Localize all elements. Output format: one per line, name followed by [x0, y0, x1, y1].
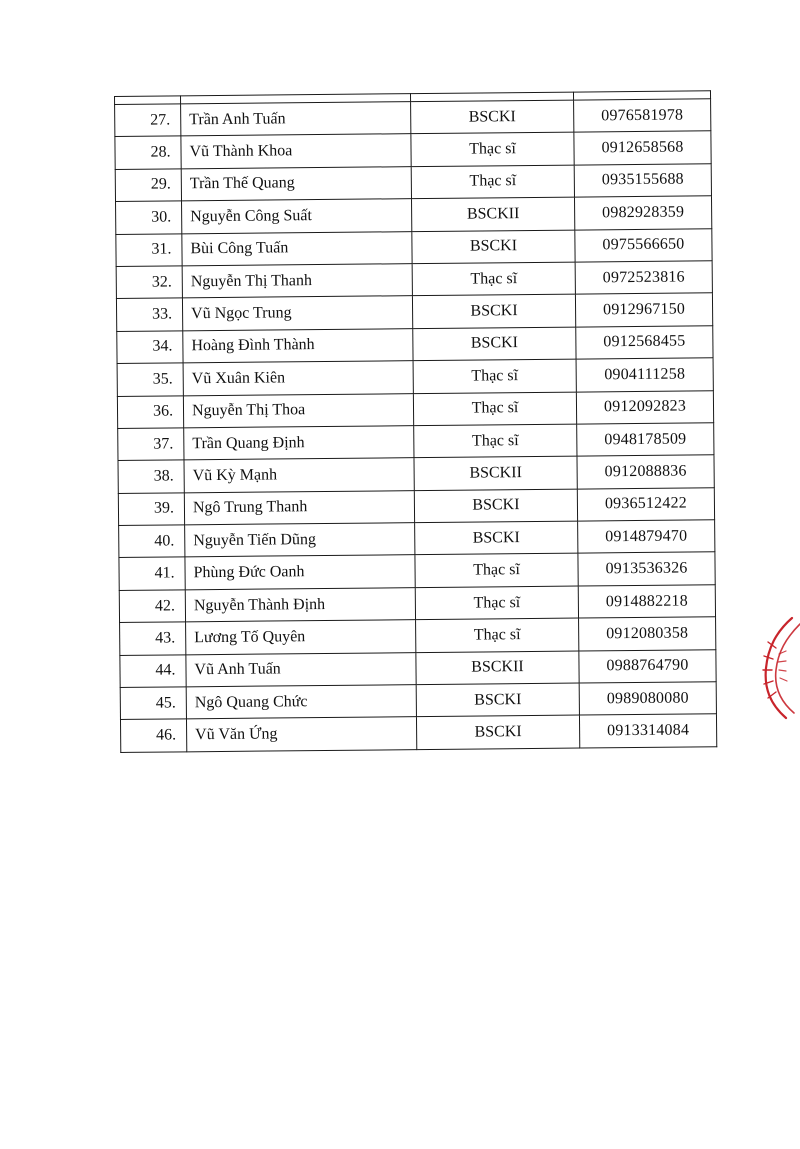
row-degree: Thạc sĩ: [415, 554, 578, 588]
row-phone: 0989080080: [579, 682, 716, 716]
row-index: 43.: [120, 622, 186, 655]
row-degree: BSCKI: [412, 230, 575, 264]
row-index: 37.: [118, 428, 184, 461]
row-phone: 0976581978: [574, 99, 711, 133]
row-name: Nguyễn Thị Thanh: [182, 264, 412, 299]
row-degree: BSCKI: [411, 100, 574, 134]
row-index: 28.: [115, 136, 181, 169]
row-index: 33.: [116, 298, 182, 331]
row-phone: 0904111258: [576, 358, 713, 392]
row-name: Vũ Thành Khoa: [181, 134, 411, 169]
row-phone: 0912088836: [577, 455, 714, 489]
row-phone: 0975566650: [575, 228, 712, 262]
row-degree: Thạc sĩ: [415, 586, 578, 620]
roster-table-body: [115, 91, 717, 753]
row-index: 38.: [118, 460, 184, 493]
row-name: Trần Anh Tuấn: [181, 102, 411, 137]
row-index: 30.: [116, 201, 182, 234]
row-name: Nguyễn Tiến Dũng: [185, 523, 415, 558]
row-name: Hoàng Đình Thành: [183, 328, 413, 363]
row-degree: Thạc sĩ: [413, 392, 576, 426]
row-index: 39.: [118, 493, 184, 526]
row-name: Nguyễn Công Suất: [182, 199, 412, 234]
row-name: Trần Quang Định: [184, 426, 414, 461]
row-name: Ngô Quang Chức: [186, 685, 416, 720]
row-phone: 0948178509: [577, 423, 714, 457]
row-phone: 0912658568: [574, 131, 711, 165]
row-phone: 0913314084: [579, 714, 716, 748]
row-phone: 0914882218: [578, 585, 715, 619]
row-phone: 0912568455: [576, 325, 713, 359]
row-degree: BSCKI: [413, 327, 576, 361]
row-index: 34.: [117, 331, 183, 364]
row-index: 31.: [116, 233, 182, 266]
row-degree: Thạc sĩ: [411, 165, 574, 199]
row-name: Phùng Đức Oanh: [185, 555, 415, 590]
row-index: 46.: [120, 719, 186, 752]
row-phone: 0936512422: [577, 487, 714, 521]
row-name: Ngô Trung Thanh: [184, 490, 414, 525]
row-name: Nguyễn Thị Thoa: [183, 393, 413, 428]
row-name: Lương Tố Quyên: [186, 620, 416, 655]
row-degree: BSCKI: [412, 294, 575, 328]
row-phone: 0914879470: [578, 520, 715, 554]
row-name: Vũ Xuân Kiên: [183, 361, 413, 396]
row-name: Vũ Anh Tuấn: [186, 652, 416, 687]
row-name: Vũ Ngọc Trung: [182, 296, 412, 331]
red-seal-stamp-icon: [742, 612, 800, 722]
row-phone: 0972523816: [575, 261, 712, 295]
row-phone: 0912967150: [575, 293, 712, 327]
row-degree: Thạc sĩ: [413, 359, 576, 393]
row-degree: Thạc sĩ: [416, 618, 579, 652]
row-degree: BSCKII: [414, 456, 577, 490]
row-index: 36.: [117, 395, 183, 428]
row-degree: BSCKI: [414, 489, 577, 523]
roster-table-wrapper: [114, 90, 716, 753]
roster-table: [114, 90, 717, 753]
row-name: Bùi Công Tuấn: [182, 231, 412, 266]
row-index: 44.: [120, 654, 186, 687]
row-degree: Thạc sĩ: [411, 132, 574, 166]
row-name: Vũ Văn Ứng: [186, 717, 416, 752]
row-degree: Thạc sĩ: [412, 262, 575, 296]
row-degree: Thạc sĩ: [414, 424, 577, 458]
row-phone: 0912080358: [579, 617, 716, 651]
row-index: 42.: [119, 590, 185, 623]
row-index: 35.: [117, 363, 183, 396]
row-index: 45.: [120, 687, 186, 720]
row-phone: 0982928359: [574, 196, 711, 230]
row-phone: 0935155688: [574, 164, 711, 198]
row-degree: BSCKII: [416, 651, 579, 685]
row-index: 29.: [115, 169, 181, 202]
row-phone: 0988764790: [579, 649, 716, 683]
table-row: [120, 714, 716, 752]
row-degree: BSCKI: [416, 683, 579, 717]
row-index: 32.: [116, 266, 182, 299]
row-phone: 0912092823: [576, 390, 713, 424]
row-phone: 0913536326: [578, 552, 715, 586]
row-index: 40.: [119, 525, 185, 558]
row-name: Vũ Kỳ Mạnh: [184, 458, 414, 493]
row-name: Trần Thế Quang: [181, 166, 411, 201]
row-index: 27.: [115, 104, 181, 137]
row-name: Nguyễn Thành Định: [185, 587, 415, 622]
row-degree: BSCKII: [412, 197, 575, 231]
row-degree: BSCKI: [415, 521, 578, 555]
row-degree: BSCKI: [416, 715, 579, 749]
row-index: 41.: [119, 557, 185, 590]
